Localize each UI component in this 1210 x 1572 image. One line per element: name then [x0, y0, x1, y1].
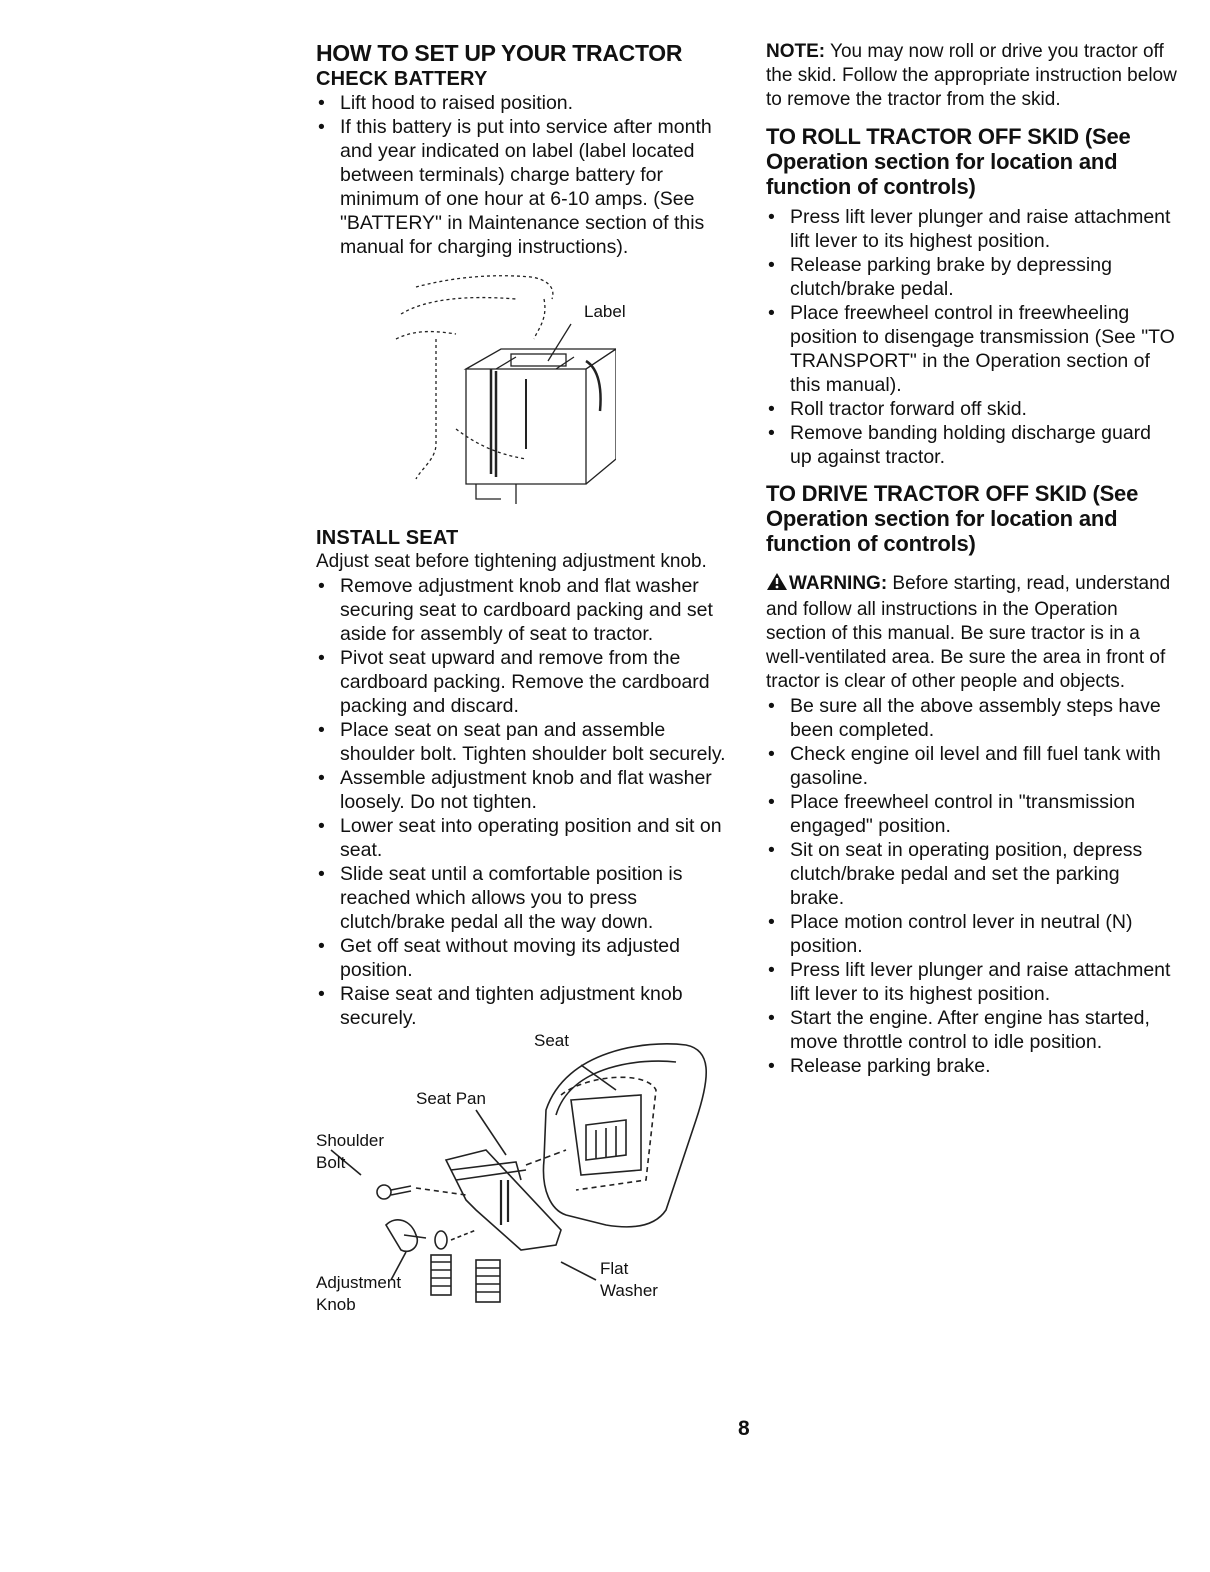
- list-item: • Release parking brake.: [766, 1054, 1178, 1078]
- install-seat-intro: Adjust seat before tightening adjustment knob.: [316, 551, 707, 572]
- seat-steps-list: [316, 574, 726, 1030]
- shoulder-bolt-callout-line2: Bolt: [316, 1153, 346, 1172]
- warning-paragraph: [766, 572, 1178, 694]
- drive-steps-list: [766, 694, 1178, 1078]
- note-paragraph: [766, 40, 1178, 112]
- warning-triangle-icon: [766, 572, 788, 598]
- page-title: HOW TO SET UP YOUR TRACTOR: [316, 40, 683, 66]
- note-text: You may now roll or drive you tractor off the skid. Follow the appropriate instruction below to remove the tractor from the skid.: [766, 41, 1177, 110]
- list-item: • Check engine oil level and fill fuel tank with gasoline.: [766, 742, 1178, 790]
- adjustment-knob-callout-line2: Knob: [316, 1295, 356, 1314]
- list-item: • Press lift lever plunger and raise attachment lift lever to its highest position.: [766, 958, 1178, 1006]
- battery-label-callout: Label: [584, 302, 626, 321]
- list-item: • Remove banding holding discharge guard up against tractor.: [766, 421, 1178, 469]
- seat-figure: [316, 1030, 726, 1320]
- seat-pan-callout: Seat Pan: [416, 1089, 486, 1108]
- battery-figure: [316, 259, 726, 524]
- note-label: NOTE:: [766, 41, 826, 62]
- list-item: • Place motion control lever in neutral (N) position.: [766, 910, 1178, 958]
- list-item: • Roll tractor forward off skid.: [766, 397, 1178, 421]
- list-item: • Lift hood to raised position.: [316, 91, 726, 115]
- shoulder-bolt-callout-line1: Shoulder: [316, 1131, 385, 1150]
- right-column: [766, 40, 1178, 1078]
- check-battery-heading: CHECK BATTERY: [316, 68, 488, 90]
- flat-washer-callout-line2: Washer: [600, 1281, 658, 1300]
- list-item: • Assemble adjustment knob and flat washer loosely. Do not tighten.: [316, 766, 726, 814]
- list-item: • Place seat on seat pan and assemble shoulder bolt. Tighten shoulder bolt securely.: [316, 718, 726, 766]
- battery-illustration: [316, 259, 616, 524]
- drive-off-skid-heading: TO DRIVE TRACTOR OFF SKID (See Operation section for location and function of controls): [766, 481, 1139, 556]
- list-item: • Get off seat without moving its adjusted position.: [316, 934, 726, 982]
- battery-steps-list: [316, 91, 726, 259]
- list-item: • Slide seat until a comfortable position is reached which allows you to press clutch/brake pedal all the way down.: [316, 862, 726, 934]
- list-item: • Press lift lever plunger and raise attachment lift lever to its highest position.: [766, 205, 1178, 253]
- list-item: • Lower seat into operating position and sit on seat.: [316, 814, 726, 862]
- install-seat-heading: INSTALL SEAT: [316, 527, 459, 549]
- list-item: • Place freewheel control in freewheeling position to disengage transmission (See "TO TRANSPORT" in the Operation section of this manual).: [766, 301, 1178, 397]
- list-item: • Pivot seat upward and remove from the cardboard packing. Remove the cardboard packing and discard.: [316, 646, 726, 718]
- warning-text: Before starting, read, understand and follow all instructions in the Operation section of this manual. Be sure tractor is in a well-ventilated area. Be sure the area in front of tractor is clear of other people and objects.: [766, 573, 1171, 692]
- page-number: 8: [738, 1417, 750, 1440]
- adjustment-knob-callout-line1: Adjustment: [316, 1273, 402, 1292]
- list-item: • If this battery is put into service after month and year indicated on label (label located between terminals) charge battery for minimum of one hour at 6-10 amps. (See "BATTERY" in Maintenance section of this manual for charging instructions).: [316, 115, 726, 259]
- list-item: • Place freewheel control in "transmission engaged" position.: [766, 790, 1178, 838]
- flat-washer-callout-line1: Flat: [600, 1259, 629, 1278]
- seat-callout: Seat: [534, 1031, 569, 1050]
- list-item: • Sit on seat in operating position, depress clutch/brake pedal and set the parking brake.: [766, 838, 1178, 910]
- list-item: • Raise seat and tighten adjustment knob securely.: [316, 982, 726, 1030]
- list-item: • Release parking brake by depressing clutch/brake pedal.: [766, 253, 1178, 301]
- left-column: [316, 40, 726, 1320]
- warning-label: WARNING:: [789, 573, 888, 594]
- list-item: • Be sure all the above assembly steps have been completed.: [766, 694, 1178, 742]
- list-item: • Remove adjustment knob and flat washer securing seat to cardboard packing and set aside for assembly of seat to tractor.: [316, 574, 726, 646]
- roll-steps-list: [766, 205, 1178, 469]
- roll-off-skid-heading: TO ROLL TRACTOR OFF SKID (See Operation section for location and function of controls): [766, 124, 1131, 199]
- list-item: • Start the engine. After engine has started, move throttle control to idle position.: [766, 1006, 1178, 1054]
